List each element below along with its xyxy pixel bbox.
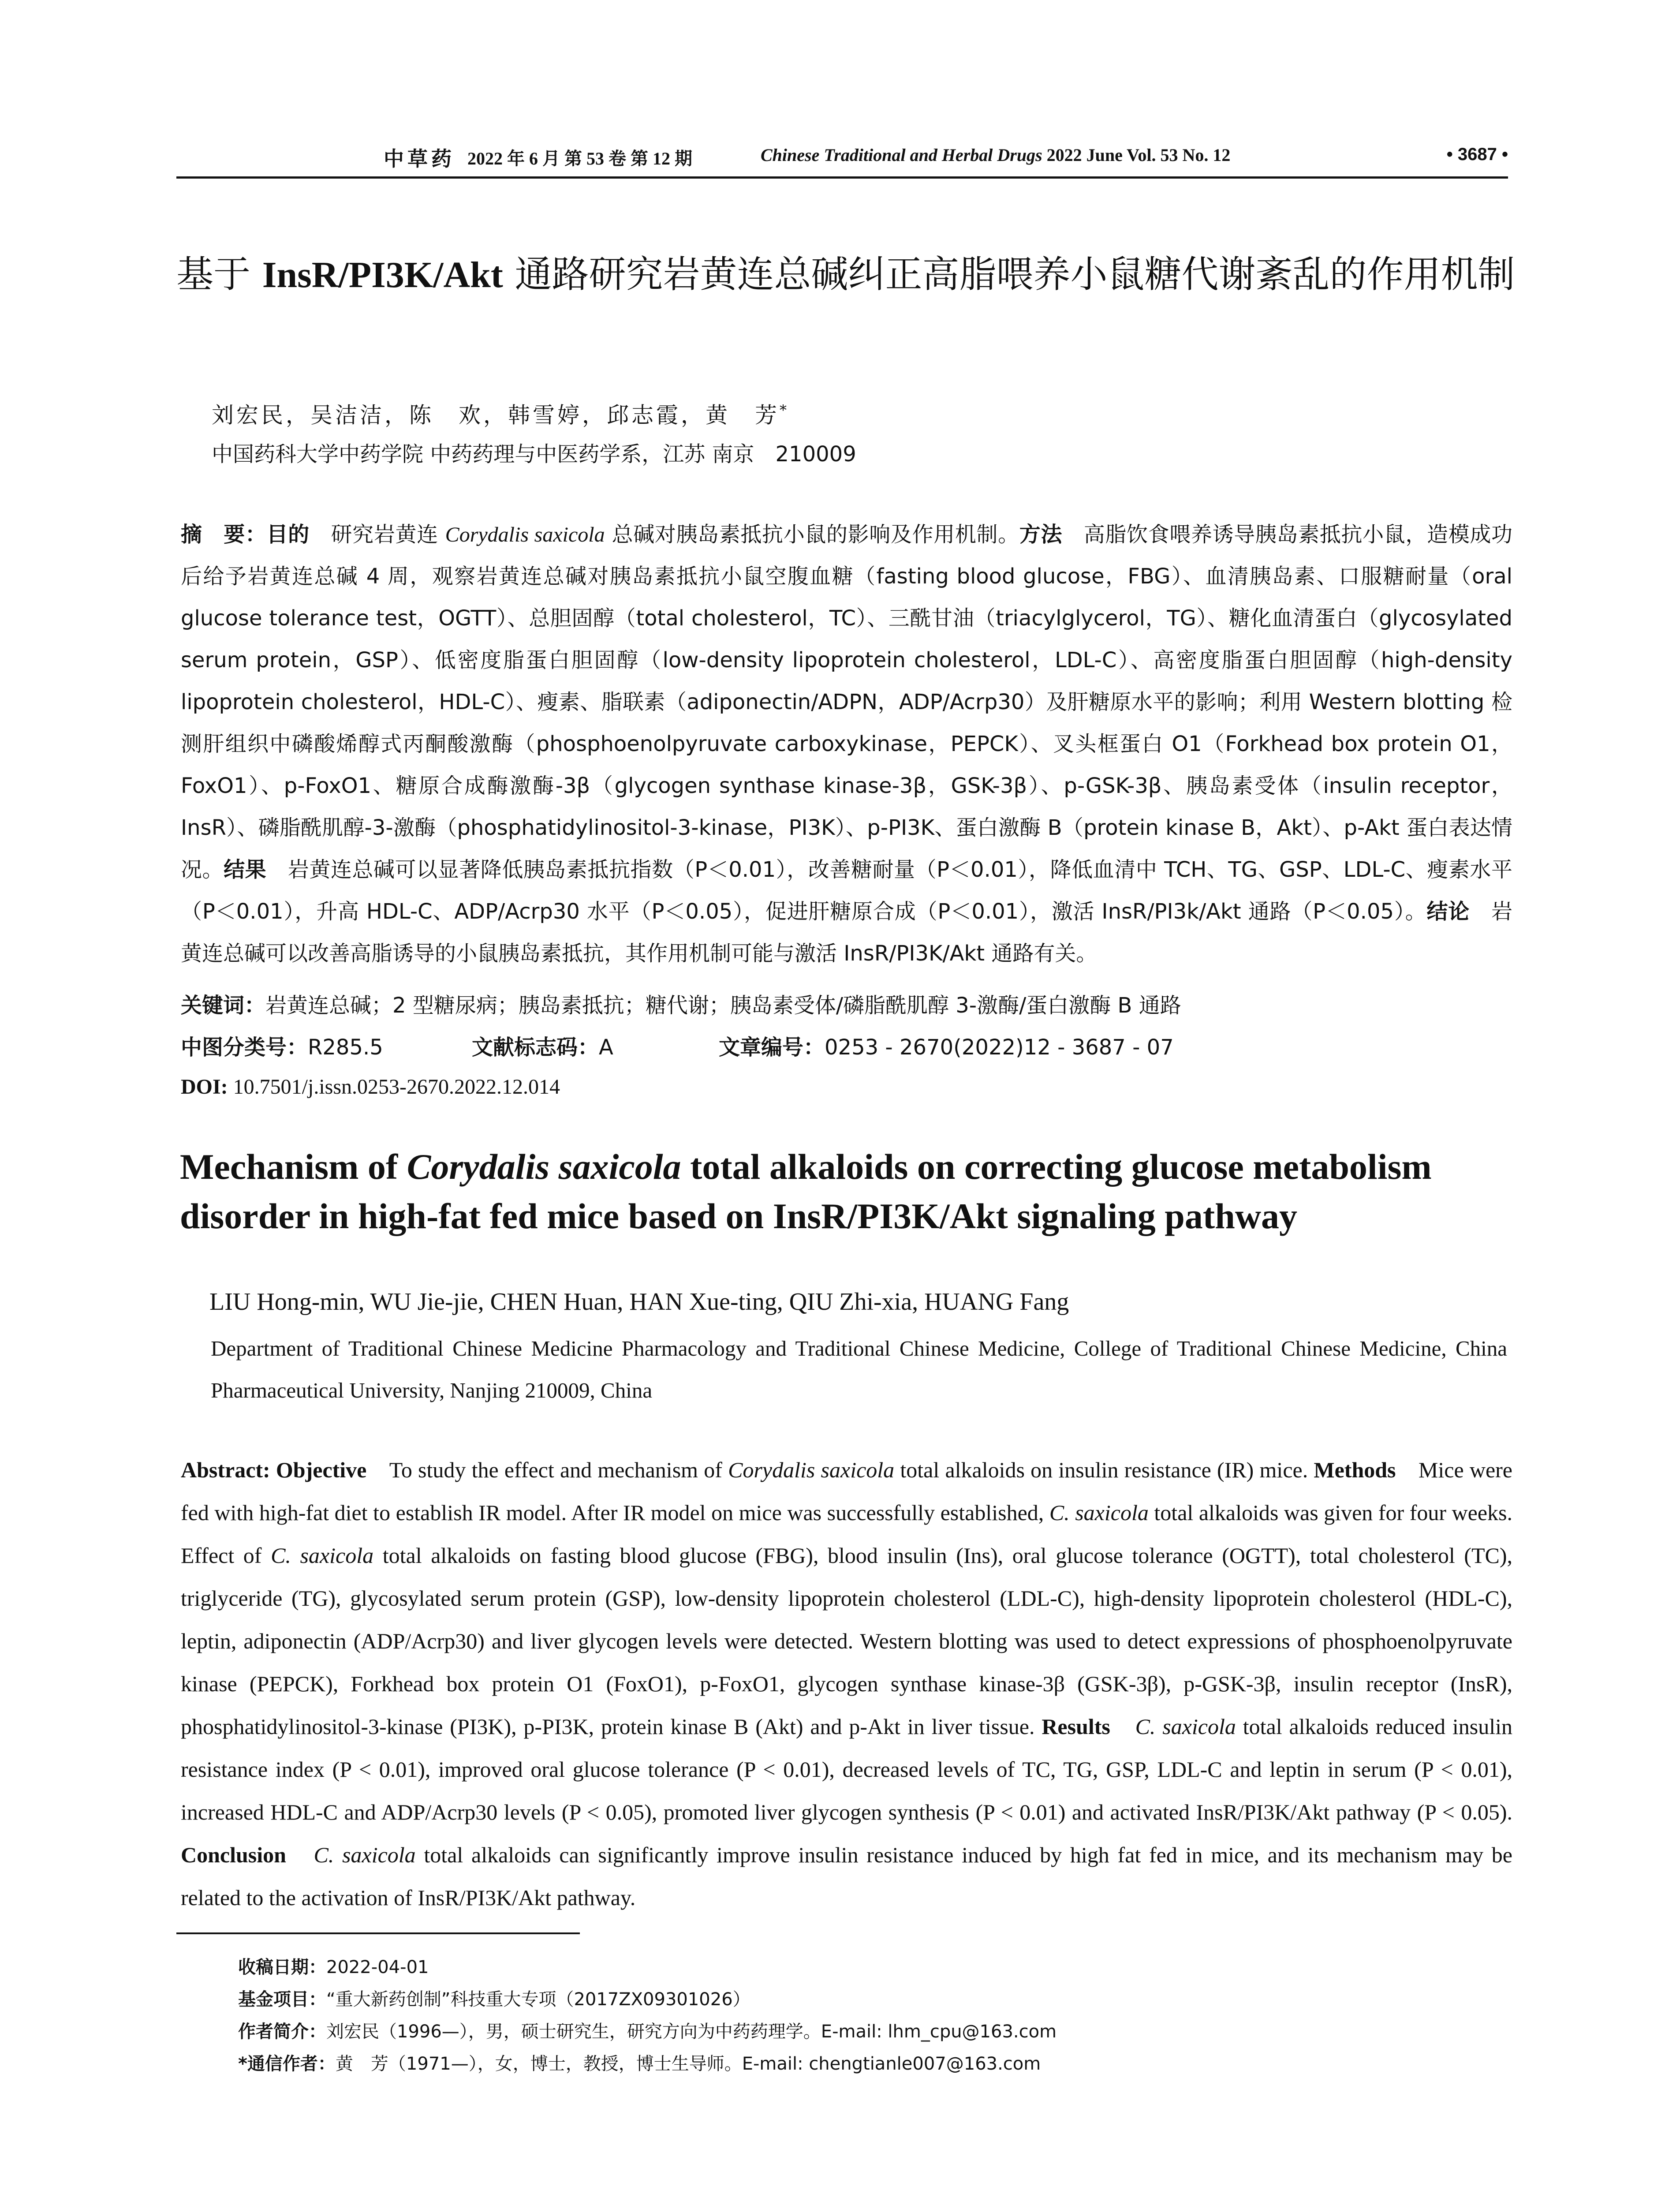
doc-code-label: 文献标志码： <box>472 1035 599 1060</box>
results-label-cn: 结果 <box>224 857 267 882</box>
footnote-text: 2022-04-01 <box>326 1957 429 1977</box>
clc-label: 中图分类号： <box>181 1035 308 1060</box>
methods-label-en: Methods <box>1314 1458 1396 1482</box>
title-en-species: Corydalis saxicola <box>407 1147 681 1187</box>
conclusion-label-en: Conclusion <box>181 1842 286 1867</box>
species-name-en: Corydalis saxicola <box>728 1458 895 1482</box>
results-text-en: total alkaloids reduced insulin resistance index (P < 0.01), improved oral glucose tolerance (P < 0.01), decreased levels of TC, TG, GSP, LDL-C and leptin in serum (P < 0.01), increased HDL-C and ADP/Acrp30 levels (P < 0.05), promoted liver glycogen synthesis (P < 0.01) and activated InsR/PI3K/Akt pathway (P < 0.05). <box>181 1714 1513 1824</box>
footnote-label: *通信作者： <box>238 2054 336 2074</box>
species-abbr: C. saxicola <box>1049 1500 1149 1525</box>
footnote-corresponding-author <box>238 2048 1508 2080</box>
title-cn-suffix: 通路研究岩黄连总碱纠正高脂喂养小鼠糖代谢紊乱的作用机制 <box>503 253 1515 296</box>
page-number: • 3687 • <box>1446 145 1508 164</box>
doc-code-value: A <box>599 1035 613 1060</box>
abstract-objective-label-en: Abstract: Objective <box>181 1458 367 1482</box>
abstract-cn <box>181 514 1512 975</box>
conclusion-text-cn: 岩黄连总碱可以改善高脂诱导的小鼠胰岛素抵抗，其作用机制可能与激活 InsR/PI3K/Akt 通路有关。 <box>181 899 1512 966</box>
keywords-list: 岩黄连总碱；2 型糖尿病；胰岛素抵抗；糖代谢；胰岛素受体/磷脂酰肌醇 3-激酶/蛋白激酶 B 通路 <box>265 993 1181 1018</box>
objective-text-cn-end: 总碱对胰岛素抵抗小鼠的影响及作用机制。 <box>605 522 1019 547</box>
objective-label-cn: 目的 <box>266 522 310 547</box>
title-en-end: total alkaloids on correcting glucose metabolism disorder in high-fat fed mice based on InsR/PI3K/Akt signaling pathway <box>180 1147 1432 1236</box>
conclusion-label-cn: 结论 <box>1426 899 1470 924</box>
journal-info-en <box>761 145 1230 165</box>
abstract-label-cn: 摘 要： <box>181 522 267 547</box>
article-number <box>719 1030 1174 1065</box>
footnote-author-bio <box>238 2016 1508 2048</box>
methods-text-cn: 高脂饮食喂养诱导胰岛素抵抗小鼠，造模成功后给予岩黄连总碱 4 周，观察岩黄连总碱对胰岛素抵抗小鼠空腹血糖（fasting blood glucose，FBG）、血清胰岛素、口服糖耐量（oral glucose tolerance test，OGTT）、总胆固醇（total cholesterol，TC）、三酰甘油（triacylglycerol，TG）、糖化血清蛋白（glycosylated serum protein，GSP）、低密度脂蛋白胆固醇（low-density lipoprotein cholesterol，LDL-C）、高密度脂蛋白胆固醇（high-density lipoprotein cholesterol，HDL-C）、瘦素、脂联素（adiponectin/ADPN，ADP/Acrp30）及肝糖原水平的影响；利用 Western blotting 检测肝组织中磷酸烯醇式丙酮酸激酶（phosphoenolpyruvate carboxykinase，PEPCK）、叉头框蛋白 O1（Forkhead box protein O1，FoxO1）、p-FoxO1、糖原合成酶激酶-3β（glycogen synthase kinase-3β，GSK-3β）、p-GSK-3β、胰岛素受体（insulin receptor，InsR）、磷脂酰肌醇-3-激酶（phosphatidylinositol-3-kinase，PI3K）、p-PI3K、蛋白激酶 B（protein kinase B，Akt）、p-Akt 蛋白表达情况。 <box>181 522 1512 882</box>
title-en-start: Mechanism of <box>180 1147 407 1187</box>
species-abbr: C. saxicola <box>1135 1714 1236 1739</box>
results-label-en: Results <box>1042 1714 1110 1739</box>
article-no-value: 0253 - 2670(2022)12 - 3687 - 07 <box>825 1035 1174 1060</box>
header-divider <box>176 176 1508 179</box>
methods-text-en-mid: total alkaloids was given for four weeks. Effect of <box>181 1500 1512 1568</box>
authors-en: LIU Hong-min, WU Jie-jie, CHEN Huan, HAN Xue-ting, QIU Zhi-xia, HUANG Fang <box>209 1288 1069 1316</box>
author-list-cn: 刘宏民，吴洁洁，陈 欢，韩雪婷，邱志霞，黄 芳 <box>212 402 780 428</box>
footnote-label: 作者简介： <box>238 2022 326 2042</box>
abstract-en <box>181 1449 1512 1919</box>
article-no-label: 文章编号： <box>719 1035 825 1060</box>
classification-line <box>181 1030 1512 1065</box>
footnote-label: 基金项目： <box>238 1989 326 2010</box>
footnote-received-date <box>238 1951 1508 1984</box>
keywords-cn <box>181 988 1512 1023</box>
footnote-funding <box>238 1984 1508 2016</box>
methods-label-cn: 方法 <box>1019 522 1063 547</box>
footnote-text: “重大新药创制”科技重大专项（2017ZX09301026） <box>326 1989 750 2010</box>
footnotes <box>238 1951 1508 2080</box>
corresponding-author-mark: * <box>780 402 789 419</box>
doi-label: DOI: <box>181 1075 228 1099</box>
article-title-cn <box>176 249 1517 300</box>
authors-cn <box>212 395 1490 431</box>
doi-line <box>181 1069 1512 1105</box>
affiliation-en: Department of Traditional Chinese Medicine Pharmacology and Traditional Chinese Medicine, College of Traditional Chinese Medicine, China Pharmaceutical University, Nanjing 210009, China <box>211 1336 1507 1402</box>
footnote-text: 刘宏民（1996—），男，硕士研究生，研究方向为中药药理学。E-mail: lhm_cpu@163.com <box>326 2022 1057 2042</box>
doi-value: 10.7501/j.issn.0253-2670.2022.12.014 <box>233 1075 560 1099</box>
species-abbr: C. saxicola <box>271 1543 374 1568</box>
keywords-label: 关键词： <box>181 993 266 1018</box>
methods-text-en-end: total alkaloids on fasting blood glucose (FBG), blood insulin (Ins), oral glucose tolerance (OGTT), total cholesterol (TC), triglyceride (TG), glycosylated serum protein (GSP), low-density lipoprotein cholesterol (LDL-C), high-density lipoprotein cholesterol (HDL-C), leptin, adiponectin (ADP/Acrp30) and liver glycogen levels were detected. Western blotting was used to detect expressions of phosphoenolpyruvate kinase (PEPCK), Forkhead box protein O1 (FoxO1), p-FoxO1, glycogen synthase kinase-3β (GSK-3β), p-GSK-3β, insulin receptor (InsR), phosphatidylinositol-3-kinase (PI3K), p-PI3K, protein kinase B (Akt) and p-Akt in liver tissue. <box>181 1543 1512 1739</box>
title-cn-pathway: InsR/PI3K/Akt <box>262 254 503 295</box>
footnote-text: 黄 芳（1971—），女，博士，教授，博士生导师。E-mail: chengtianle007@163.com <box>335 2054 1041 2074</box>
journal-name-cn: 中草药 <box>384 147 455 171</box>
objective-text-en-end: total alkaloids on insulin resistance (IR) mice. <box>894 1458 1308 1482</box>
results-text-cn: 岩黄连总碱可以显著降低胰岛素抵抗指数（P＜0.01），改善糖耐量（P＜0.01），降低血清中 TCH、TG、GSP、LDL-C、瘦素水平（P＜0.01），升高 HDL-C、ADP/Acrp30 水平（P＜0.05），促进肝糖原合成（P＜0.01），激活 InsR/PI3k/Akt 通路（P＜0.05）。 <box>181 857 1512 924</box>
affiliation-cn: 中国药科大学中药学院 中药药理与中医药学系，江苏 南京 210009 <box>212 442 856 467</box>
clc-value: R285.5 <box>308 1035 383 1060</box>
conclusion-text-en: total alkaloids can significantly improve insulin resistance induced by high fat fed in mice, and its mechanism may be related to the activation of InsR/PI3K/Akt pathway. <box>181 1842 1513 1910</box>
article-title-en <box>180 1142 1520 1241</box>
journal-name-en: Chinese Traditional and Herbal Drugs <box>761 145 1042 165</box>
clc-number <box>181 1030 383 1065</box>
species-name: Corydalis saxicola <box>445 523 605 546</box>
footnote-divider <box>176 1932 580 1934</box>
objective-text-cn: 研究岩黄连 <box>309 522 445 547</box>
title-cn-prefix: 基于 <box>176 253 262 296</box>
footnote-label: 收稿日期： <box>238 1957 326 1977</box>
methods-text-en: Mice were fed with high-fat diet to establish IR model. After IR model on mice was successfully established, <box>181 1458 1512 1525</box>
objective-text-en: To study the effect and mechanism of <box>366 1458 728 1482</box>
issue-info-en: 2022 June Vol. 53 No. 12 <box>1046 145 1231 165</box>
document-code <box>472 1030 613 1065</box>
issue-info-cn: 2022 年 6 月 第 53 卷 第 12 期 <box>467 149 692 168</box>
species-abbr: C. saxicola <box>314 1842 416 1867</box>
running-header <box>176 141 1508 176</box>
